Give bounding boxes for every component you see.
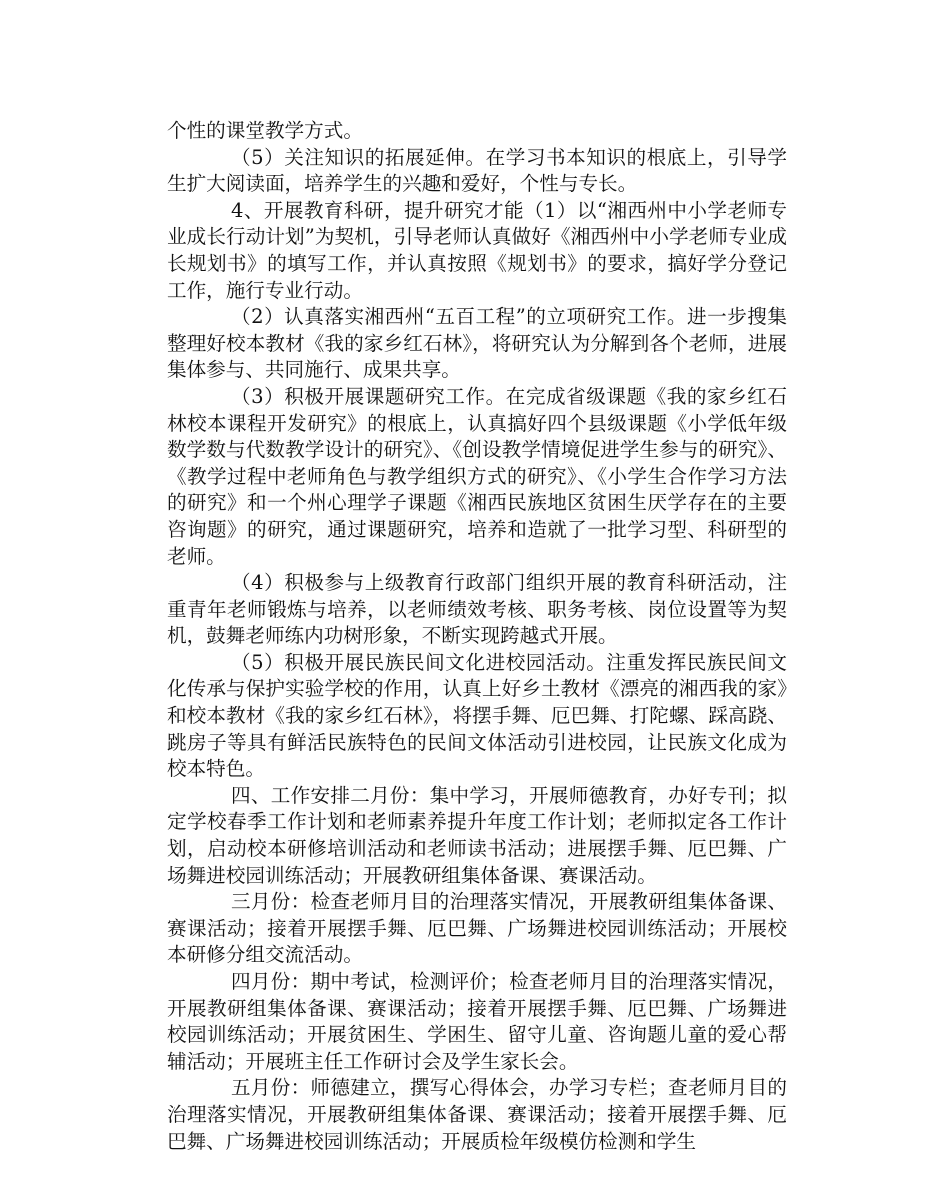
paragraph-five-hundred-project: （2）认真落实湘西州“五百工程”的立项研究工作。进一步搜集整理好校本教材《我的家乡红石林》，将研究认为分解到各个老师，进展集体参与、共同施行、成果共享。 (167, 305, 787, 382)
paragraph-schedule-april: 四月份：期中考试，检测评价；检查老师月目的治理落实情况，开展教研组集体备课、赛课活动；接着开展摆手舞、厄巴舞、广场舞进校园训练活动；开展贫困生、学困生、留守儿童、咨询题儿童的爱心帮辅活动；开展班主任工作研讨会及学生家长会。 (167, 970, 787, 1073)
paragraph-topic-research: （3）积极开展课题研究工作。在完成省级课题《我的家乡红石林校本课程开发研究》的根底上，认真搞好四个县级课题《小学低年级数学数与代数教学设计的研究》、《创设教学情境促进学生参与的研究》、《教学过程中老师角色与教学组织方式的研究》、《小学生合作学习方法的研究》和一个州心理学子课题《湘西民族地区贫困生厌学存在的主要咨询题》的研究，通过课题研究，培养和造就了一批学习型、科研型的老师。 (167, 384, 787, 568)
paragraph-research-activities: （4）积极参与上级教育行政部门组织开展的教育科研活动，注重青年老师锻炼与培养，以老师绩效考核、职务考核、岗位设置等为契机，鼓舞老师练内功树形象，不断实现跨越式开展。 (167, 571, 787, 648)
paragraph-folk-culture: （5）积极开展民族民间文化进校园活动。注重发挥民族民间文化传承与保护实验学校的作用，认真上好乡土教材《漂亮的湘西我的家》和校本教材《我的家乡红石林》，将摆手舞、厄巴舞、打陀螺、踩高跷、跳房子等具有鲜活民族特色的民间文体活动引进校园，让民族文化成为校本特色。 (167, 650, 787, 781)
document-page (167, 118, 787, 1155)
paragraph-schedule-may: 五月份：师德建立，撰写心得体会，办学习专栏；查老师月目的治理落实情况，开展教研组集体备课、赛课活动；接着开展摆手舞、厄巴舞、广场舞进校园训练活动；开展质检年级模仿检测和学生 (167, 1076, 787, 1153)
paragraph-knowledge-extension: （5）关注知识的拓展延伸。在学习书本知识的根底上，引导学生扩大阅读面，培养学生的兴趣和爱好，个性与专长。 (167, 145, 787, 196)
paragraph-continuation: 个性的课堂教学方式。 (167, 119, 363, 142)
paragraph-schedule-february: 四、工作安排二月份：集中学习，开展师德教育，办好专刊；拟定学校春季工作计划和老师素养提升年度工作计划；老师拟定各工作计划，启动校本研修培训活动和老师读书活动；进展摆手舞、厄巴舞、广场舞进校园训练活动；开展教研组集体备课、赛课活动。 (167, 783, 787, 887)
paragraph-schedule-march: 三月份：检查老师月目的治理落实情况，开展教研组集体备课、赛课活动；接着开展摆手舞、厄巴舞、广场舞进校园训练活动；开展校本研修分组交流活动。 (167, 890, 787, 967)
paragraph-research-section: 4、开展教育科研，提升研究才能（1）以“湘西州中小学老师专业成长行动计划”为契机，引导老师认真做好《湘西州中小学老师专业成长规划书》的填写工作，并认真按照《规划书》的要求，搞好学分登记工作，施行专业行动。 (167, 198, 787, 302)
